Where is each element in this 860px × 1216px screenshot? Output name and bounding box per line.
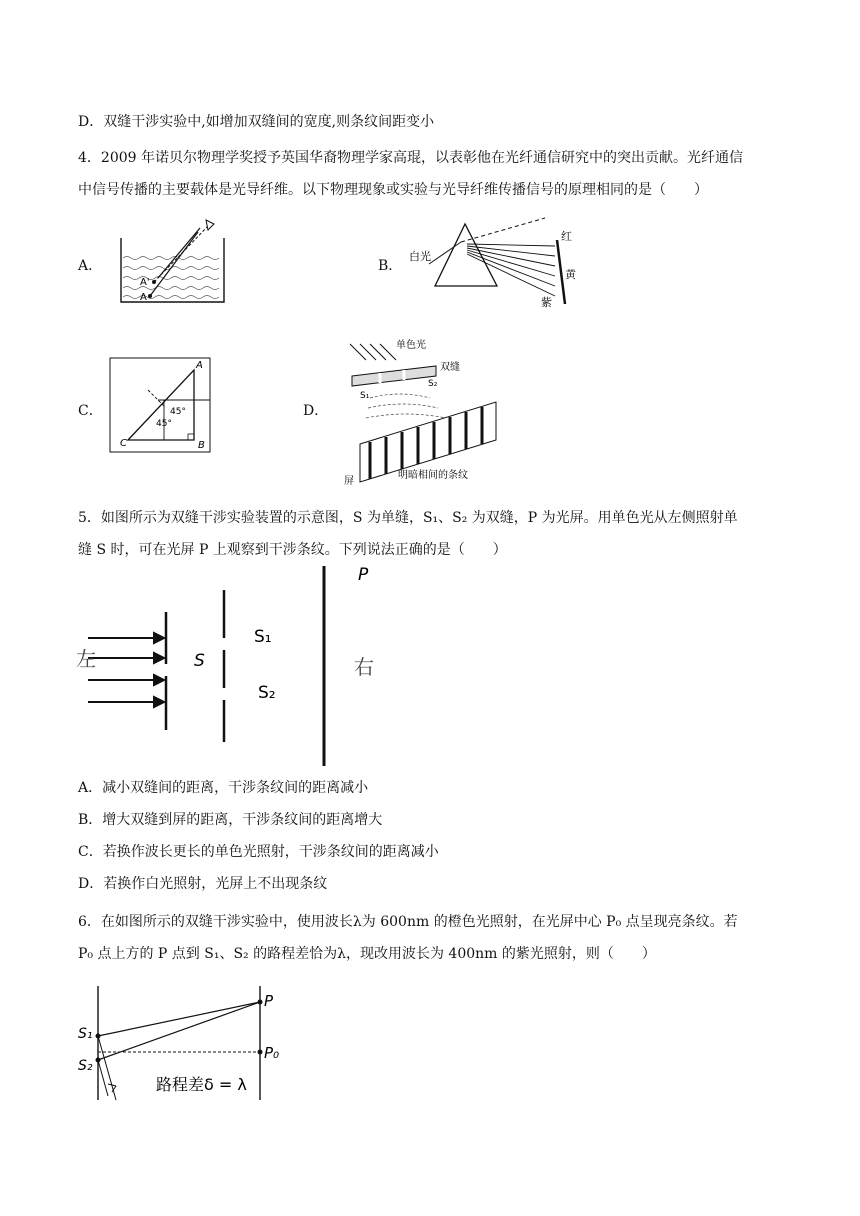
q4-label-a: A．: [78, 258, 103, 274]
q4-figure-d-double-slit: [340, 336, 500, 486]
p-label: P: [264, 992, 274, 1010]
q3-option-d: D．双缝干涉实验中,如增加双缝间的宽度,则条纹间距变小: [78, 114, 435, 130]
q5-stem-line2: 缝 S 时，可在光屏 P 上观察到干涉条纹。下列说法正确的是（ ）: [78, 542, 507, 558]
q5-option-b: B．增大双缝到屏的距离，干涉条纹间的距离增大: [78, 812, 383, 828]
fringes-label: 明暗相间的条纹: [398, 470, 468, 481]
q6-stem-line2: P₀ 点上方的 P 点到 S₁、S₂ 的路程差恰为λ，现改用波长为 400nm 的紫光照射，则（ ）: [78, 946, 656, 962]
screen-label: 屏: [344, 476, 354, 486]
yellow-label: 黄: [565, 268, 576, 281]
double-slit-label: 双缝: [440, 362, 460, 373]
angle-1: 45°: [170, 407, 186, 417]
q4-figure-c-prism: [108, 356, 212, 454]
label-a-prime: A': [140, 277, 150, 288]
q5-option-d: D．若换作白光照射，光屏上不出现条纹: [78, 876, 328, 892]
q4-label-b: B．: [378, 258, 403, 274]
slit-s2-label: S₂: [258, 683, 276, 703]
q6-figure-path-difference: [76, 984, 290, 1102]
red-label: 红: [561, 230, 572, 243]
q4-stem-line1: 4．2009 年诺贝尔物理学奖授予英国华裔物理学家高琨，以表彰他在光纤通信研究中的突出贡献。光纤通信: [78, 150, 743, 166]
slit-s1-label: S₁: [254, 627, 272, 647]
q5-option-c: C．若换作波长更长的单色光照射，干涉条纹间的距离减小: [78, 844, 439, 860]
s2-label: S₂: [428, 379, 438, 389]
q4-label-c: C．: [78, 403, 103, 419]
vertex-b: B: [198, 440, 205, 451]
screen-p-label: P: [358, 565, 369, 585]
label-a: A: [140, 292, 147, 303]
p0-label: P₀: [264, 1044, 280, 1062]
vertex-a: A: [196, 360, 203, 371]
q4-label-d: D．: [303, 403, 329, 419]
violet-label: 紫: [541, 296, 552, 308]
right-label: 右: [354, 655, 374, 679]
s1-label: S₁: [78, 1026, 93, 1042]
angle-2: 45°: [156, 419, 172, 429]
path-difference-label: 路程差δ = λ: [156, 1075, 247, 1094]
mono-light-label: 单色光: [396, 340, 426, 351]
s2-label: S₂: [78, 1058, 93, 1074]
eye-icon: [206, 220, 214, 230]
q5-figure-double-slit-setup: [74, 562, 404, 768]
q4-figure-b-prism: [405, 216, 581, 308]
q4-stem-line2: 中信号传播的主要载体是光导纤维。以下物理现象或实验与光导纤维传播信号的原理相同的是（ ）: [78, 182, 708, 198]
left-label: 左: [76, 647, 96, 671]
q6-stem-line1: 6．在如图所示的双缝干涉实验中，使用波长λ为 600nm 的橙色光照射，在光屏中心 P₀ 点呈现亮条纹。若: [78, 914, 738, 930]
white-light-label: 白光: [409, 250, 431, 263]
vertex-c: C: [120, 438, 127, 449]
s1-label: S₁: [360, 391, 370, 401]
slit-s-label: S: [194, 651, 205, 671]
q4-figure-a: [118, 218, 230, 306]
q5-option-a: A．减小双缝间的距离，干涉条纹间的距离减小: [78, 780, 369, 796]
q5-stem-line1: 5．如图所示为双缝干涉实验装置的示意图，S 为单缝，S₁、S₂ 为双缝，P 为光屏。用单色光从左侧照射单: [78, 510, 738, 526]
